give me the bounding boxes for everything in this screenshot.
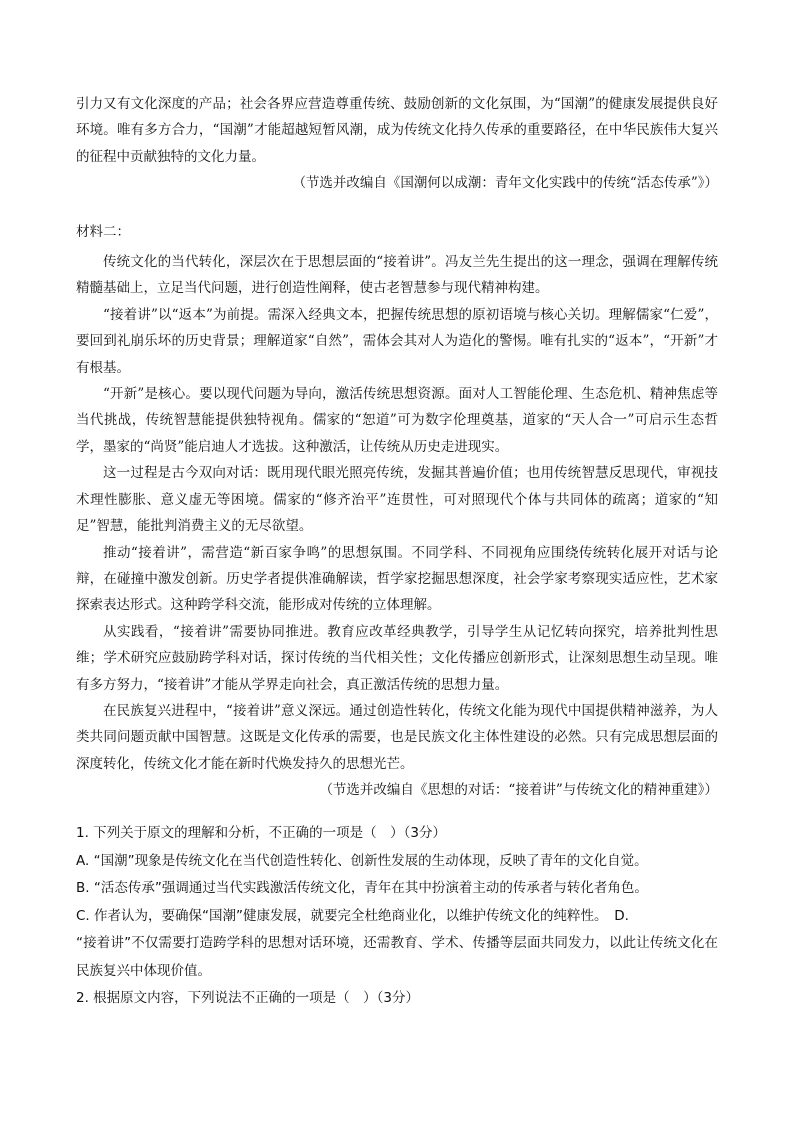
material2-paragraph-3: “开新”是核心。要以现代问题为导向，激活传统思想资源。面对人工智能伦理、生态危机、精神焦虑等当代挑战，传统智慧能提供独特视角。儒家的“恕道”可为数字伦理奠基，道家的“天人合一”可启示生态哲学，墨家的“尚贤”能启迪人才选拔。这种激活，让传统从历史走进现实。 xyxy=(76,386,718,455)
material1-source: （节选并改编自《国潮何以成潮：青年文化实践中的传统“活态传承”》） xyxy=(292,175,718,192)
question-1-option-d: “接着讲”不仅需要打造跨学科的思想对话环境，还需教育、学术、传播等层面共同发力，以此让传统文化在民族复兴中体现价值。 xyxy=(76,935,718,979)
material2-paragraph-6: 从实践看，“接着讲”需要协同推进。教育应改革经典教学，引导学生从记忆转向探究，培养批判性思维；学术研究应鼓励跨学科对话，探讨传统的当代相关性；文化传播应创新形式，让深刻思想生动呈现。唯有多方努力，“接着讲”才能从学界走向社会，真正激活传统的思想力量。 xyxy=(76,623,718,693)
material2-paragraph-5: 推动“接着讲”，需营造“新百家争鸣”的思想氛围。不同学科、不同视角应围绕传统转化展开对话与论辩，在碰撞中激发创新。历史学者提供准确解读，哲学家挖掘思想深度，社会学家考察现实适应性，艺术家探索表达形式。这种跨学科交流，能形成对传统的立体理解。 xyxy=(76,544,718,614)
material2-source: （节选并改编自《思想的对话：“接着讲”与传统文化的精神重建》） xyxy=(319,782,718,799)
material2-paragraph-1: 传统文化的当代转化，深层次在于思想层面的“接着讲”。冯友兰先生提出的这一理念，强调在理解传统精髓基础上，立足当代问题，进行创造性阐释，使古老智慧参与现代精神构建。 xyxy=(76,254,718,297)
question-section xyxy=(76,820,718,1013)
question-1-option-b: B. “活态传承”强调通过当代实践激活传统文化，青年在其中扮演着主动的传承者与转化者角色。 xyxy=(76,880,648,896)
question-1-option-c: C. 作者认为，要确保“国潮”健康发展，就要完全杜绝商业化，以维护传统文化的纯粹性。 D. xyxy=(76,907,629,924)
material2-paragraph-7: 在民族复兴进程中，“接着讲”意义深远。通过创造性转化，传统文化能为现代中国提供精神滋养，为人类共同问题贡献中国智慧。这既是文化传承的需要，也是民族文化主体性建设的必然。只有完成思想层面的深度转化，传统文化才能在新时代焕发持久的思想光芒。 xyxy=(76,702,718,772)
reading-passage xyxy=(76,91,718,804)
section-gap xyxy=(76,197,718,219)
material2-paragraph-2: “接着讲”以“返本”为前提。需深入经典文本，把握传统思想的原初语境与核心关切。理解儒家“仁爱”，要回到礼崩乐坏的历史背景；理解道家“自然”，需体会其对人为造化的警惕。唯有扎实的“返本”，“开新”才有根基。 xyxy=(76,306,718,376)
material2-heading: 材料二： xyxy=(76,223,130,240)
question-1-stem: 1. 下列关于原文的理解和分析，不正确的一项是（ ）（3分） xyxy=(76,825,447,841)
material2-paragraph-4: 这一过程是古今双向对话：既用现代眼光照亮传统，发掘其普遍价值；也用传统智慧反思现代，审视技术理性膨胀、意义虚无等困境。儒家的“修齐治平”连贯性，可对照现代个体与共同体的疏离；道家的“知足”智慧，能批判消费主义的无尽欲望。 xyxy=(76,465,718,535)
material1-tail-paragraph: 引力又有文化深度的产品；社会各界应营造尊重传统、鼓励创新的文化氛围，为“国潮”的健康发展提供良好环境。唯有多方合力，“国潮”才能超越短暂风潮，成为传统文化持久传承的重要路径，在中华民族伟大复兴的征程中贡献独特的文化力量。 xyxy=(76,96,718,165)
question-1-option-a: A. “国潮”现象是传统文化在当代创造性转化、创新性发展的生动体现，反映了青年的文化自觉。 xyxy=(76,852,648,869)
question-2-stem: 2. 根据原文内容，下列说法不正确的一项是（ ）（3分） xyxy=(76,990,420,1006)
